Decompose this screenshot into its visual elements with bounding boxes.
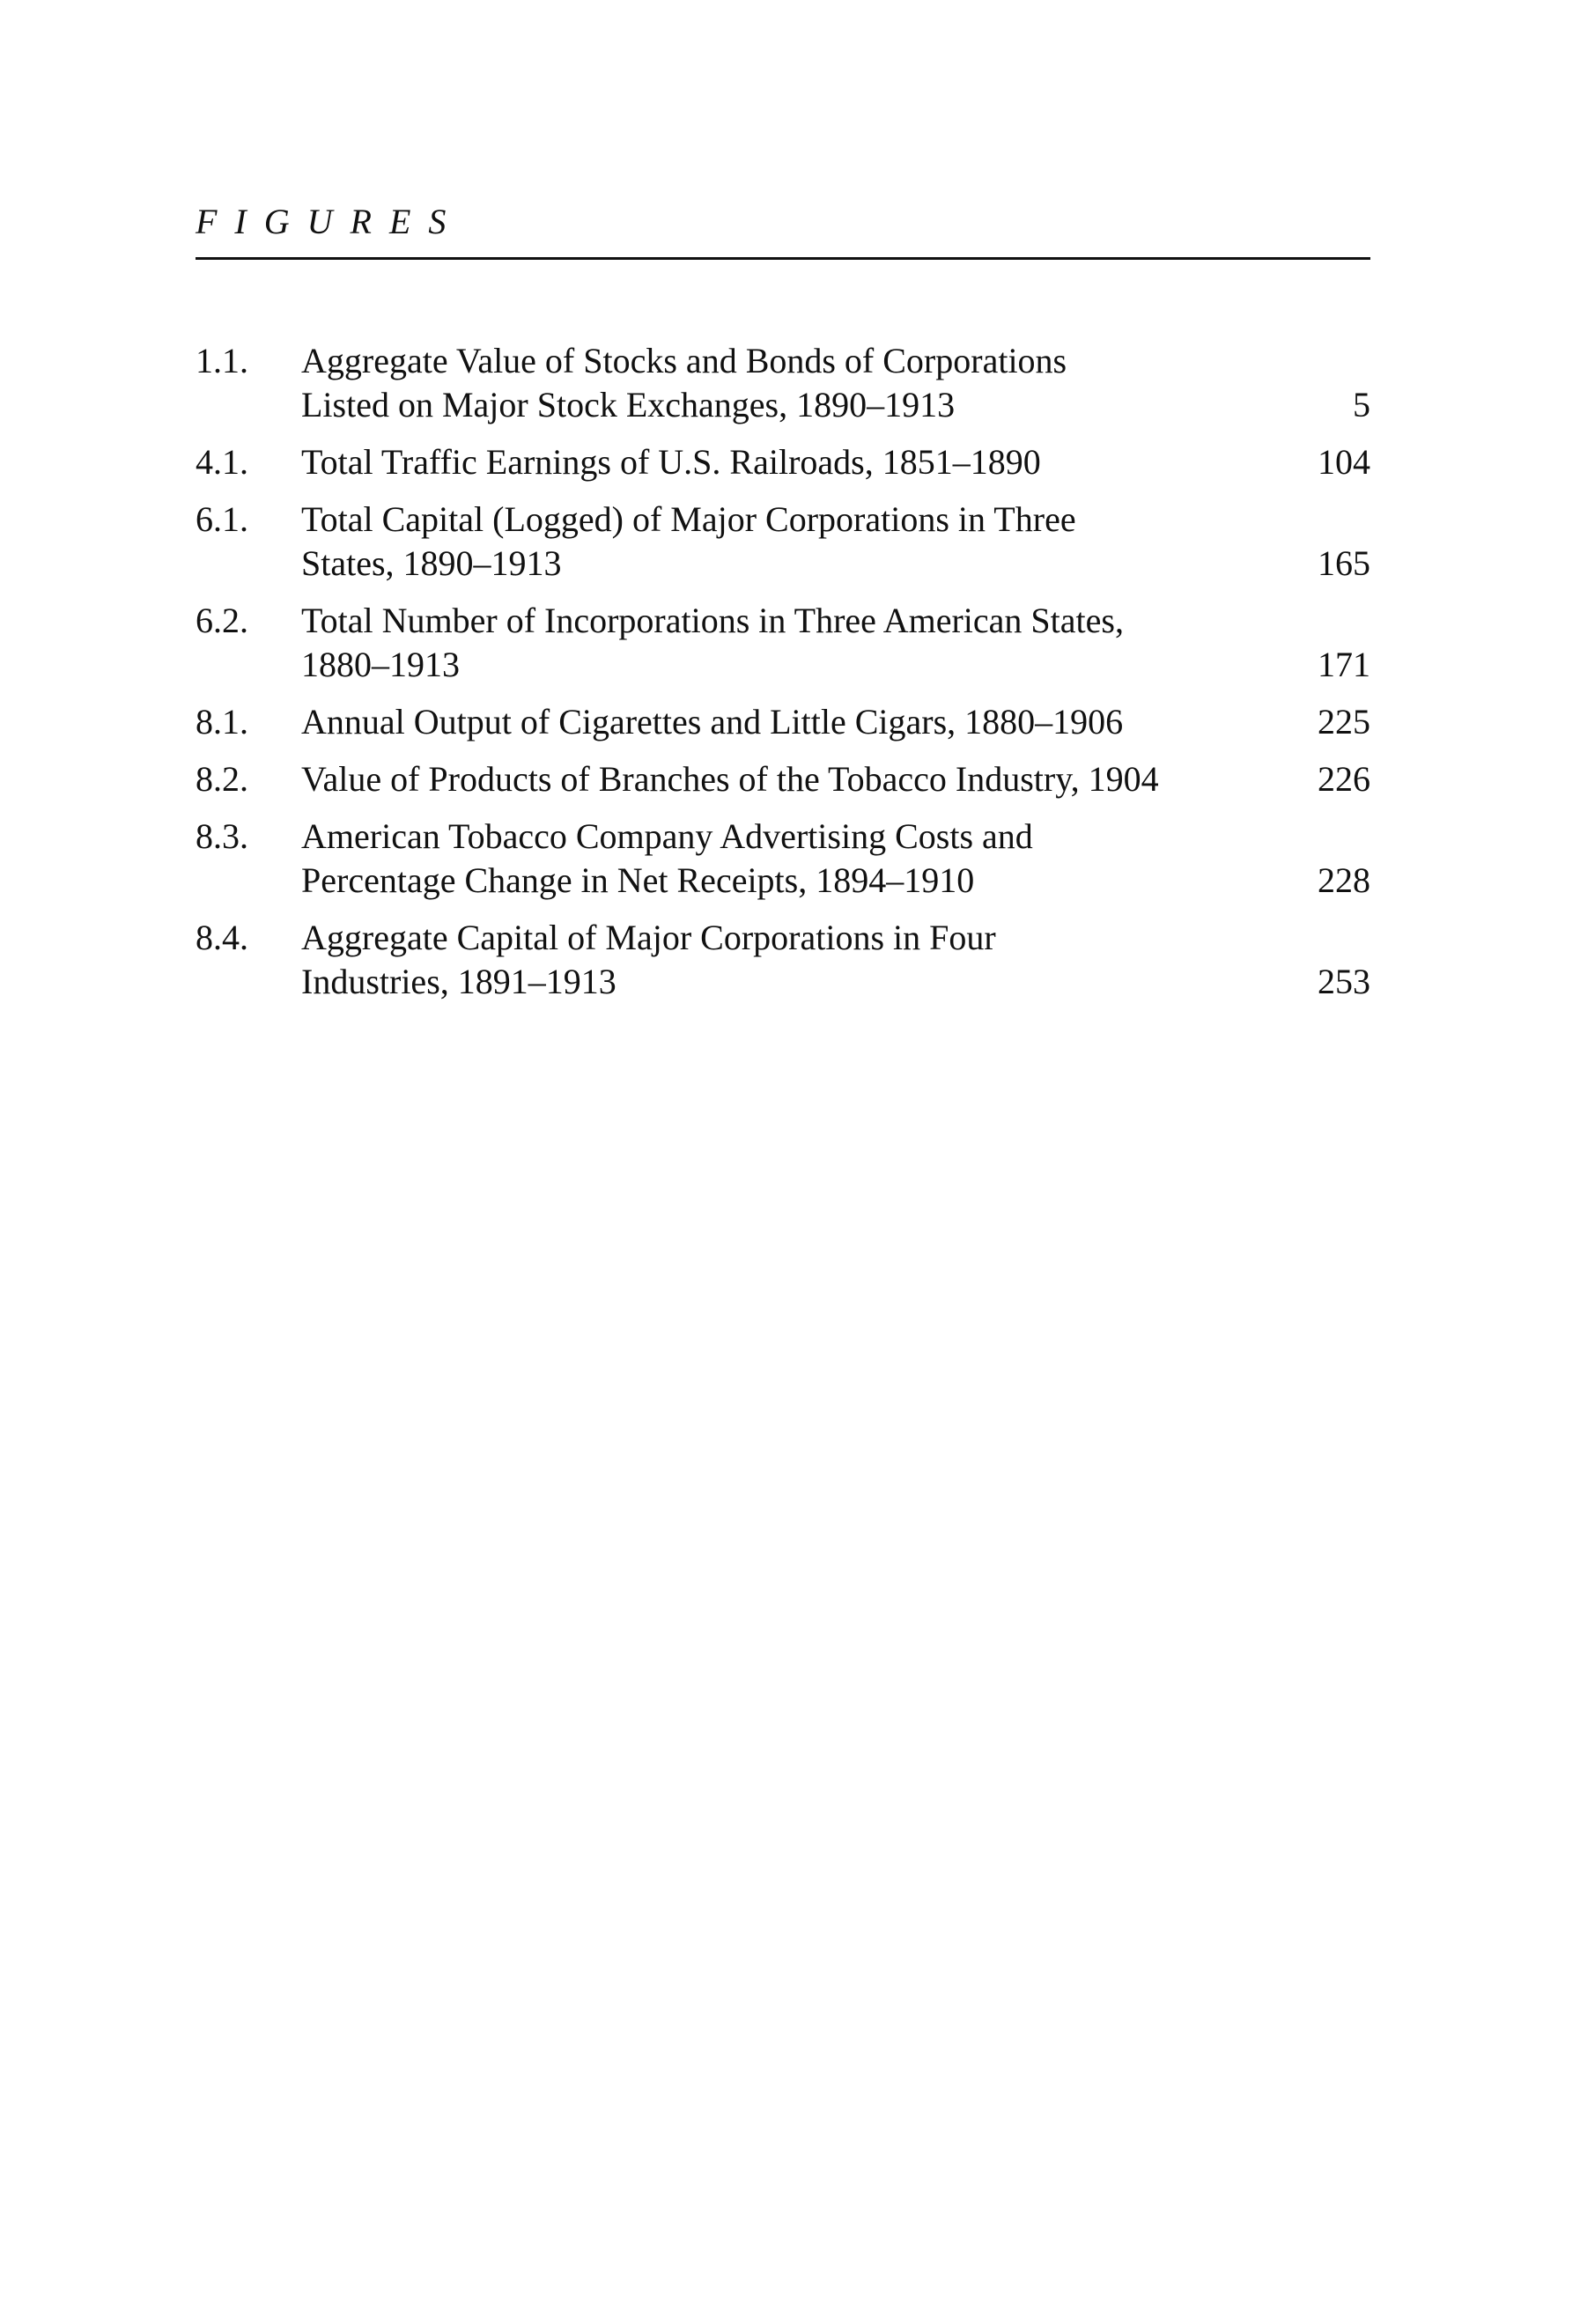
figure-title-line: Aggregate Capital of Major Corporations in Four <box>301 918 996 957</box>
figure-title-line: Percentage Change in Net Receipts, 1894–1910 <box>301 860 975 900</box>
figure-entry <box>196 599 1370 687</box>
figure-entry <box>196 440 1370 484</box>
figure-title <box>301 916 1318 1004</box>
figure-entry <box>196 815 1370 903</box>
figure-entry <box>196 498 1370 586</box>
heading-rule <box>196 257 1370 260</box>
figure-title <box>301 757 1318 801</box>
figure-entry <box>196 339 1370 427</box>
figure-title-line: Total Capital (Logged) of Major Corporations in Three <box>301 499 1076 539</box>
figure-number: 4.1. <box>196 442 248 482</box>
figure-title <box>301 700 1318 744</box>
figure-title-line: Total Traffic Earnings of U.S. Railroads, 1851–1890 <box>301 442 1041 482</box>
figure-title <box>301 440 1318 484</box>
figure-entry <box>196 757 1370 801</box>
figure-entry <box>196 700 1370 744</box>
figure-number: 1.1. <box>196 341 248 380</box>
figure-number: 8.3. <box>196 816 248 856</box>
figure-title-line: Total Number of Incorporations in Three American States, <box>301 601 1124 640</box>
figure-page-number: 226 <box>1318 759 1370 799</box>
figure-page-number: 225 <box>1318 702 1370 741</box>
figure-title-line: Industries, 1891–1913 <box>301 962 616 1001</box>
figure-page-number: 171 <box>1318 645 1370 684</box>
figure-title <box>301 339 1353 427</box>
figure-number: 6.2. <box>196 601 248 640</box>
figure-title <box>301 498 1318 586</box>
figure-page-number: 104 <box>1318 442 1370 482</box>
figure-title-line: Value of Products of Branches of the Tobacco Industry, 1904 <box>301 759 1159 799</box>
figure-entry <box>196 916 1370 1004</box>
figure-page-number: 228 <box>1318 860 1370 900</box>
figure-title <box>301 815 1318 903</box>
figure-title-line: Aggregate Value of Stocks and Bonds of Corporations <box>301 341 1067 380</box>
figure-number: 6.1. <box>196 499 248 539</box>
figure-page-number: 165 <box>1318 543 1370 583</box>
figure-title-line: Listed on Major Stock Exchanges, 1890–1913 <box>301 385 956 424</box>
figure-title-line: Annual Output of Cigarettes and Little Cigars, 1880–1906 <box>301 702 1124 741</box>
figure-number: 8.4. <box>196 918 248 957</box>
figures-list <box>196 339 1370 1017</box>
figure-title-line: American Tobacco Company Advertising Costs and <box>301 816 1033 856</box>
figure-number: 8.2. <box>196 759 248 799</box>
figure-title <box>301 599 1318 687</box>
figure-page-number: 5 <box>1353 385 1370 424</box>
figure-number: 8.1. <box>196 702 248 741</box>
figure-title-line: States, 1890–1913 <box>301 543 562 583</box>
section-heading: FIGURES <box>196 202 464 241</box>
figure-page-number: 253 <box>1318 962 1370 1001</box>
figure-title-line: 1880–1913 <box>301 645 460 684</box>
